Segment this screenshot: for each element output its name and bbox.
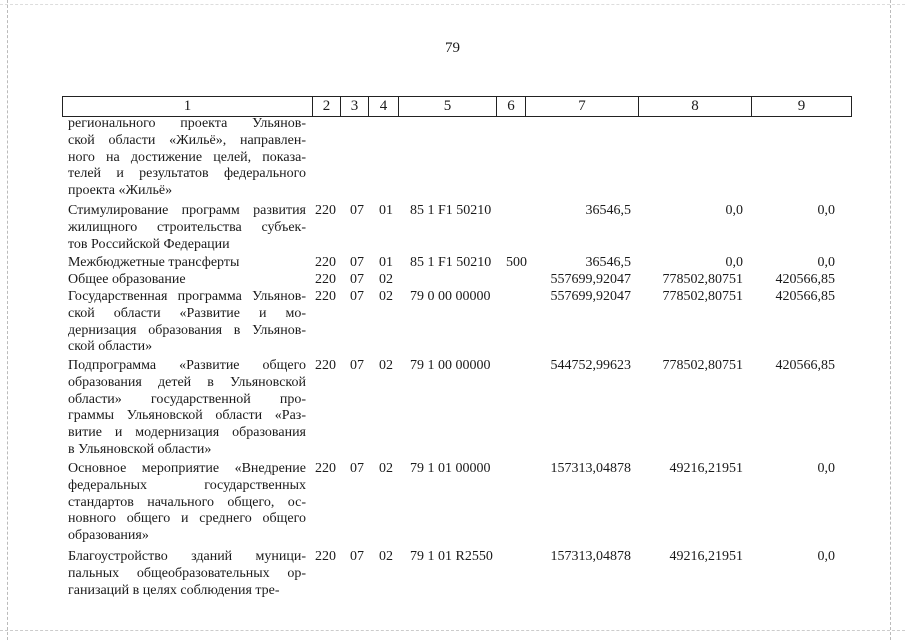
cell-col-7: 157313,04878: [550, 549, 631, 564]
row-name: [68, 203, 306, 253]
cell-col-9: 0,0: [817, 549, 835, 564]
cell-col-7: 557699,92047: [550, 272, 631, 287]
cell-col-3: 07: [350, 255, 364, 270]
cell-col-4: 02: [379, 461, 393, 476]
row-name-line: дернизация образования в Ульянов-: [68, 322, 306, 338]
cell-col-8: 49216,21951: [669, 549, 743, 564]
cell-col-4: 02: [379, 289, 393, 304]
cell-col-5: 79 0 00 00000: [410, 289, 491, 304]
row-name-line: ской области «Развитие и мо-: [68, 305, 306, 321]
cell-col-5: 79 1 01 00000: [410, 461, 491, 476]
row-name: [68, 461, 306, 545]
cell-col-5: 85 1 F1 50210: [410, 203, 492, 218]
scan-edge-right: [890, 0, 892, 640]
cell-col-2: 220: [315, 358, 336, 373]
cell-col-7: 557699,92047: [550, 289, 631, 304]
header-col-7: 7: [526, 97, 639, 116]
cell-col-4: 02: [379, 549, 393, 564]
header-col-9: 9: [797, 98, 806, 114]
cell-col-8: 0,0: [725, 203, 743, 218]
row-name-line: Стимулирование программ развития: [68, 203, 306, 218]
cell-col-8: 49216,21951: [669, 461, 743, 476]
cell-col-9: 0,0: [817, 255, 835, 270]
header-col-5: 5: [399, 97, 497, 116]
cell-col-3: 07: [350, 203, 364, 218]
scan-edge-top: [0, 4, 905, 6]
row-name-line: ганизаций в целях соблюдения тре-: [68, 582, 280, 598]
row-name-line: в Ульяновской области»: [68, 441, 212, 457]
cell-col-7: 36546,5: [585, 255, 631, 270]
row-name-line: стандартов начального общего, ос-: [68, 494, 306, 510]
cell-col-6: 500: [506, 255, 527, 270]
cell-col-3: 07: [350, 461, 364, 476]
cell-col-9: 420566,85: [775, 272, 835, 287]
row-name: [68, 358, 306, 459]
row-name-line: Подпрограмма «Развитие общего: [68, 358, 306, 373]
table-header: [62, 96, 852, 117]
cell-col-2: 220: [315, 461, 336, 476]
cell-col-2: 220: [315, 203, 336, 218]
cell-col-7: 36546,5: [585, 203, 631, 218]
row-name-line: тов Российской Федерации: [68, 236, 230, 252]
row-name-line: ской области»: [68, 339, 153, 355]
cell-col-9: 0,0: [817, 461, 835, 476]
row-name-line: Основное мероприятие «Внедрение: [68, 461, 306, 476]
cell-col-8: 778502,80751: [662, 358, 743, 373]
row-name-line: жилищного строительства субъек-: [68, 219, 306, 235]
cell-col-3: 07: [350, 358, 364, 373]
cell-col-3: 07: [350, 289, 364, 304]
cell-col-5: 79 1 00 00000: [410, 358, 491, 373]
cell-col-7: 544752,99623: [550, 358, 631, 373]
scan-edge-bottom: [0, 630, 905, 632]
cell-col-4: 02: [379, 272, 393, 287]
cell-col-9: 0,0: [817, 203, 835, 218]
header-col-2: 2: [313, 97, 341, 116]
row-name-line: области» государственной про-: [68, 391, 306, 407]
row-name: [68, 116, 306, 200]
row-name-line: ской области «Жильё», направлен-: [68, 132, 306, 148]
row-name-line: ного на достижение целей, показа-: [68, 149, 306, 165]
cell-col-9: 420566,85: [775, 358, 835, 373]
cell-col-2: 220: [315, 289, 336, 304]
cell-col-4: 01: [379, 255, 393, 270]
row-name-line: проекта «Жильё»: [68, 183, 173, 199]
header-col-1: 1: [63, 97, 313, 116]
row-name-line: Благоустройство зданий муници-: [68, 549, 306, 564]
row-name-line: регионального проекта Ульянов-: [68, 116, 306, 131]
cell-col-5: 79 1 01 R2550: [410, 549, 493, 564]
cell-col-2: 220: [315, 255, 336, 270]
cell-col-5: 85 1 F1 50210: [410, 255, 492, 270]
cell-col-8: 0,0: [725, 255, 743, 270]
cell-col-3: 07: [350, 549, 364, 564]
header-col-8: 8: [639, 97, 752, 116]
row-name-line: новного общего и среднего общего: [68, 511, 306, 527]
row-name-line: пальных общеобразовательных ор-: [68, 565, 306, 581]
row-name: [68, 272, 306, 289]
row-name-line: телей и результатов федерального: [68, 166, 306, 182]
row-name-line: федеральных государственных: [68, 477, 306, 493]
row-name-line: Общее образование: [68, 272, 186, 287]
cell-col-4: 01: [379, 203, 393, 218]
cell-col-7: 157313,04878: [550, 461, 631, 476]
scan-edge-left: [7, 0, 9, 640]
cell-col-2: 220: [315, 272, 336, 287]
page-number: 79: [445, 40, 460, 56]
row-name-line: витие и модернизация образования: [68, 425, 306, 441]
cell-col-3: 07: [350, 272, 364, 287]
row-name: [68, 255, 306, 272]
row-name-line: образования»: [68, 528, 149, 544]
row-name-line: Межбюджетные трансферты: [68, 255, 240, 270]
header-col-3: 3: [341, 97, 369, 116]
header-col-6: 6: [497, 97, 526, 116]
row-name-line: образования детей в Ульяновской: [68, 374, 306, 390]
row-name: [68, 549, 306, 599]
cell-col-2: 220: [315, 549, 336, 564]
cell-col-8: 778502,80751: [662, 289, 743, 304]
header-col-4: 4: [369, 97, 399, 116]
cell-col-4: 02: [379, 358, 393, 373]
row-name-line: граммы Ульяновской области «Раз-: [68, 408, 306, 424]
row-name: [68, 289, 306, 356]
cell-col-8: 778502,80751: [662, 272, 743, 287]
row-name-line: Государственная программа Ульянов-: [68, 289, 306, 304]
cell-col-9: 420566,85: [775, 289, 835, 304]
